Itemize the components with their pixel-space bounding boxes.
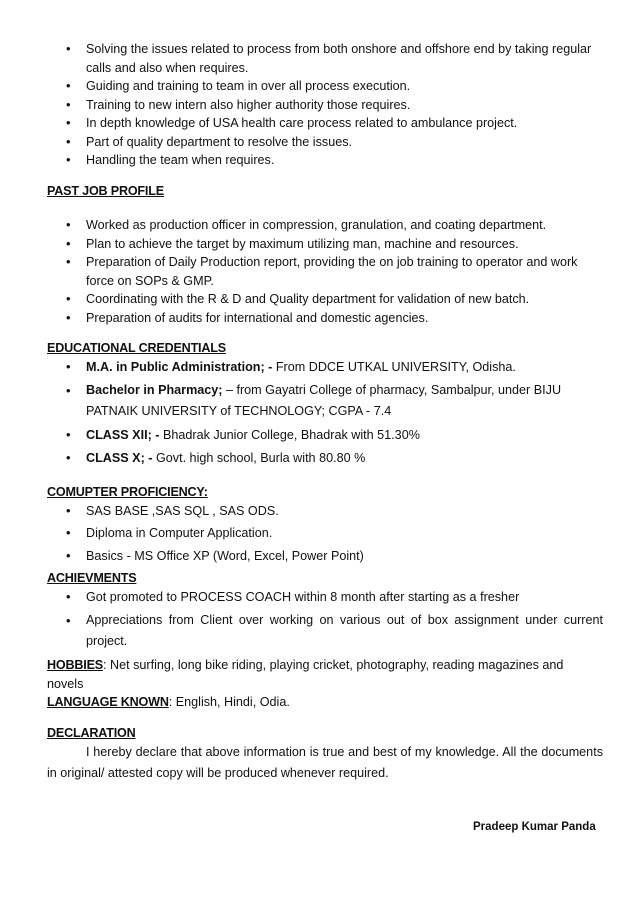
list-item: • Got promoted to PROCESS COACH within 8 month after starting as a fresher (47, 588, 603, 607)
list-item: • Solving the issues related to process from both onshore and offshore end by taking regular calls and also when requires. (47, 40, 603, 77)
languages-line (47, 693, 603, 712)
languages-text: : English, Hindi, Odia. (168, 695, 290, 709)
list-item (47, 426, 603, 445)
past-job-heading: PAST JOB PROFILE (47, 183, 164, 198)
declaration-paragraph (47, 742, 603, 784)
degree-label: CLASS XII; - (86, 428, 160, 442)
intro-bullet-list (47, 40, 603, 170)
list-item: • Part of quality department to resolve the issues. (47, 133, 603, 152)
list-item: • Worked as production officer in compression, granulation, and coating department. (47, 216, 603, 235)
hobbies-line (47, 656, 603, 693)
list-item (47, 449, 603, 468)
list-item: • Preparation of audits for international and domestic agencies. (47, 309, 603, 328)
list-item (47, 358, 603, 377)
list-item (47, 380, 603, 422)
list-item: • Diploma in Computer Application. (47, 524, 603, 543)
achievements-heading: ACHIEVMENTS (47, 571, 137, 585)
degree-detail: Bhadrak Junior College, Bhadrak with 51.30% (159, 428, 420, 442)
list-item: • Training to new intern also higher authority those requires. (47, 96, 603, 115)
past-job-list (47, 216, 603, 327)
list-item: • SAS BASE ,SAS SQL , SAS ODS. (47, 502, 603, 521)
list-item: • Plan to achieve the target by maximum utilizing man, machine and resources. (47, 235, 603, 254)
degree-label: Bachelor in Pharmacy; (86, 383, 223, 397)
declaration-text: I hereby declare that above information is true and best of my knowledge. All the documents in original/ attested copy will be produced whenever required. (47, 745, 603, 780)
list-item: • Coordinating with the R & D and Quality department for validation of new batch. (47, 290, 603, 309)
signature-name: Pradeep Kumar Panda (473, 821, 596, 833)
languages-label: LANGUAGE KNOWN (47, 695, 169, 709)
degree-detail: From DDCE UTKAL UNIVERSITY, Odisha. (272, 359, 516, 374)
achievements-list (47, 588, 603, 653)
degree-label: M.A. in Public Administration; - (86, 359, 273, 374)
declaration-heading: DECLARATION (47, 725, 136, 740)
list-item: • Preparation of Daily Production report, providing the on job training to operator and work force on SOPs & GMP. (47, 253, 603, 290)
degree-detail: Govt. high school, Burla with 80.80 % (152, 450, 366, 465)
hobbies-text: : Net surfing, long bike riding, playing cricket, photography, reading magazines and novels (47, 658, 564, 691)
degree-label: CLASS X; - (86, 450, 153, 465)
list-item: • In depth knowledge of USA health care process related to ambulance project. (47, 114, 603, 133)
list-item: • Appreciations from Client over working on various out of box assignment under current project. (47, 610, 603, 652)
degree-detail: – from Gayatri College of pharmacy, Sambalpur, under BIJU PATNAIK UNIVERSITY of TECHNOLOGY; CGPA - 7.4 (86, 383, 562, 418)
education-heading: EDUCATIONAL CREDENTIALS (47, 341, 226, 355)
list-item: • Basics - MS Office XP (Word, Excel, Power Point) (47, 547, 603, 566)
list-item: • Handling the team when requires. (47, 151, 603, 170)
hobbies-label: HOBBIES (47, 658, 103, 672)
computer-list (47, 502, 603, 566)
list-item: • Guiding and training to team in over all process execution. (47, 77, 603, 96)
resume-page (47, 40, 603, 784)
computer-heading: COMUPTER PROFICIENCY: (47, 485, 208, 499)
education-list (47, 358, 603, 468)
